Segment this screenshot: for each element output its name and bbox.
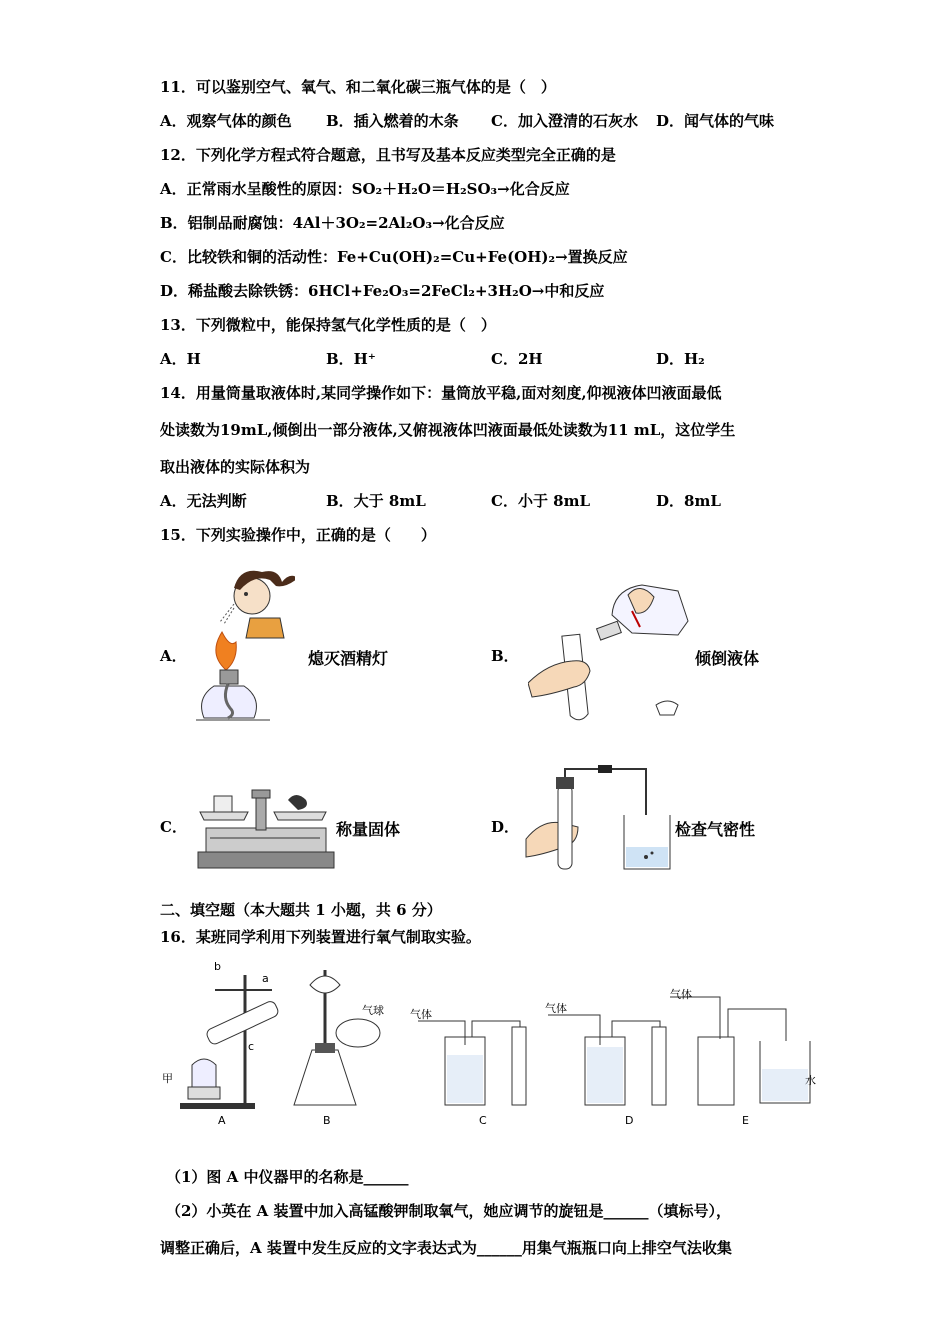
q15-d-caption: 检查气密性 xyxy=(675,820,756,839)
fig-label-B: B xyxy=(323,1114,331,1127)
q11-stem: 11．可以鉴别空气、氧气、和二氧化碳三瓶气体的是（ ） xyxy=(160,78,556,96)
q13-option-a: A．H xyxy=(160,350,201,368)
q11-option-d: D．闻气体的气味 xyxy=(656,112,775,130)
q11-option-a: A．观察气体的颜色 xyxy=(160,112,292,130)
q14-option-d: D．8mL xyxy=(656,492,721,510)
q13-stem: 13．下列微粒中，能保持氢气化学性质的是（ ） xyxy=(160,316,496,334)
q15-b-caption: 倾倒液体 xyxy=(695,649,760,668)
q15-stem: 15．下列实验操作中，正确的是（ ） xyxy=(160,526,436,544)
extinguish-lamp-figure xyxy=(190,558,295,723)
q13-option-c: C．2H xyxy=(491,350,543,368)
airtightness-figure xyxy=(520,765,680,875)
fig-label-C: C xyxy=(479,1114,487,1127)
q15-d-letter: D． xyxy=(491,818,520,836)
q15-c-letter: C． xyxy=(160,818,187,836)
fig-label-balloon: 气球 xyxy=(362,1004,384,1017)
fig-label-a: a xyxy=(262,972,269,985)
q11-option-b: B．插入燃着的木条 xyxy=(326,112,459,130)
fig-label-gas-c: 气体 xyxy=(410,1008,432,1021)
q14-option-a: A．无法判断 xyxy=(160,492,247,510)
q12-option-b: B．铝制品耐腐蚀：4Al＋3O₂=2Al₂O₃→化合反应 xyxy=(160,214,505,232)
q15-c-caption: 称量固体 xyxy=(336,820,401,839)
fig-label-D: D xyxy=(625,1114,634,1127)
q14-option-b: B．大于 8mL xyxy=(326,492,426,510)
q15-b-letter: B． xyxy=(491,647,519,665)
fig-label-c: c xyxy=(248,1040,255,1053)
q14-line-3: 取出液体的实际体积为 xyxy=(160,458,311,476)
q15-a-letter: A． xyxy=(160,647,187,665)
fig-label-gas-e: 气体 xyxy=(670,988,692,1001)
q12-option-d: D．稀盐酸去除铁锈：6HCl+Fe₂O₃=2FeCl₂+3H₂O→中和反应 xyxy=(160,282,605,300)
q14-line-1: 14．用量筒量取液体时,某同学操作如下：量筒放平稳,面对刻度,仰视液体凹液面最低 xyxy=(160,384,722,402)
q16-sub-3: 调整正确后，A 装置中发生反应的文字表达式为______用集气瓶瓶口向上排空气法收集 xyxy=(160,1239,732,1257)
section-2-heading: 二、填空题（本大题共 1 小题，共 6 分） xyxy=(160,901,442,919)
q16-sub-2: （2）小英在 A 装置中加入高锰酸钾制取氧气，她应调节的旋钮是______（填标号）， xyxy=(166,1202,732,1220)
fig-label-water: 水 xyxy=(805,1074,816,1087)
q12-option-a: A．正常雨水呈酸性的原因：SO₂＋H₂O＝H₂SO₃→化合反应 xyxy=(160,180,570,198)
pour-liquid-figure xyxy=(528,575,693,725)
q13-option-b: B．H⁺ xyxy=(326,350,376,368)
fig-label-E: E xyxy=(742,1114,749,1127)
q12-option-c: C．比较铁和铜的活动性：Fe+Cu(OH)₂=Cu+Fe(OH)₂→置换反应 xyxy=(160,248,628,266)
q13-option-d: D．H₂ xyxy=(656,350,705,368)
q16-sub-1: （1）图 A 中仪器甲的名称是______ xyxy=(166,1168,409,1186)
fig-label-gas-d: 气体 xyxy=(545,1002,567,1015)
q16-stem: 16．某班同学利用下列装置进行氧气制取实验。 xyxy=(160,928,481,946)
q15-a-caption: 熄灭酒精灯 xyxy=(308,649,389,668)
fig-label-jia: 甲 xyxy=(162,1072,173,1085)
fig-label-b: b xyxy=(214,960,221,973)
balance-figure xyxy=(190,782,340,872)
q14-line-2: 处读数为19mL,倾倒出一部分液体,又俯视液体凹液面最低处读数为11 mL，这位学生 xyxy=(160,421,736,439)
fig-label-A: A xyxy=(218,1114,226,1127)
q14-option-c: C．小于 8mL xyxy=(491,492,591,510)
q11-option-c: C．加入澄清的石灰水 xyxy=(491,112,638,130)
q12-stem: 12．下列化学方程式符合题意，且书写及基本反应类型完全正确的是 xyxy=(160,146,616,164)
